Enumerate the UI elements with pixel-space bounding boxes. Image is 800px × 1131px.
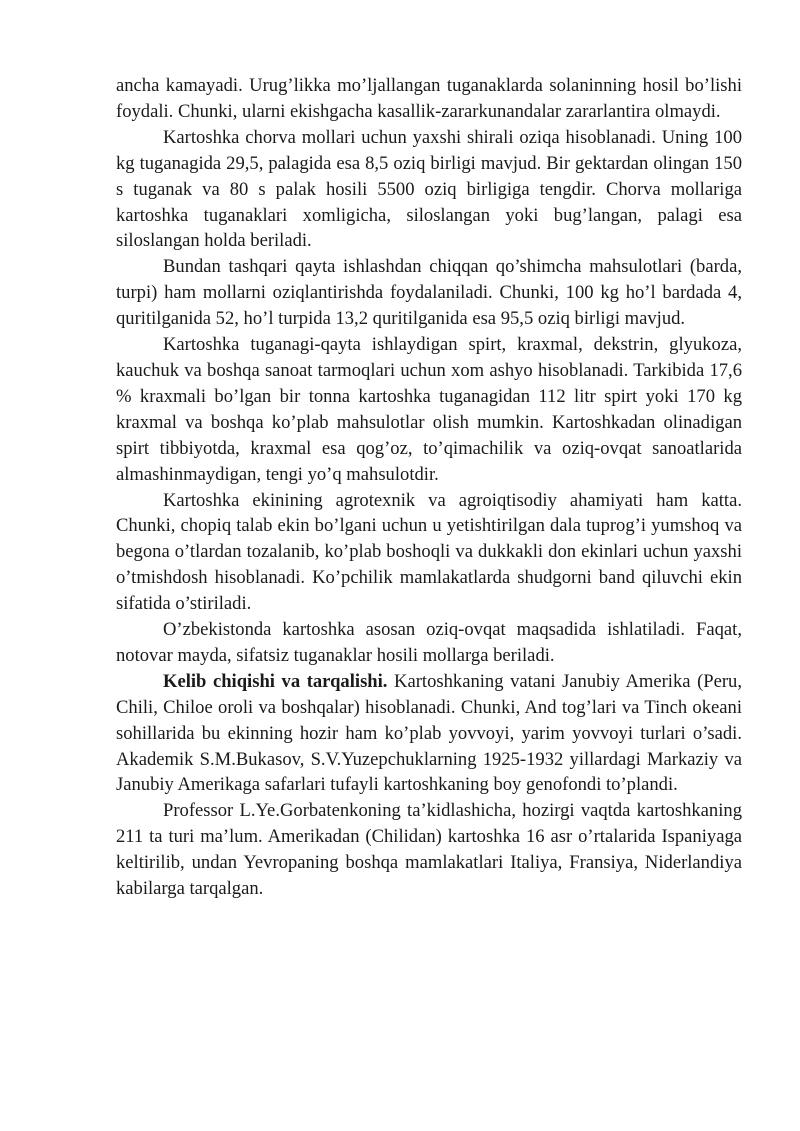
document-page <box>116 73 742 902</box>
paragraph-uzbekistan-use: O’zbekistonda kartoshka asosan oziq-ovqat maqsadida ishlatiladi. Faqat, notovar mayda, sifatsiz tuganaklar hosili mollarga beriladi. <box>116 619 742 666</box>
paragraph-continuation: ancha kamayadi. Urug’likka mo’ljallangan tuganaklarda solaninning hosil bo’lishi foydali. Chunki, ularni ekishgacha kasallik-zararkunandalar zararlantira olmaydi. <box>116 75 742 122</box>
paragraph-agrotechnical-value: Kartoshka ekinining agrotexnik va agroiqtisodiy ahamiyati ham katta. Chunki, chopiq talab ekin bo’lgani uchun u yetishtirilgan dala tuprog’i yumshoq va begona o’tlardan tozalanib, ko’plab boshoqli va dukkakli don ekinlari uchun yaxshi o’tmishdosh hisoblanadi. Ko’pchilik mamlakatlarda shudgorni band qiluvchi ekin sifatida o’stiriladi. <box>116 489 742 615</box>
paragraph-byproducts: Bundan tashqari qayta ishlashdan chiqqan qo’shimcha mahsulotlari (barda, turpi) ham mollarni oziqlantirishda foydalaniladi. Chunki, 100 kg ho’l bardada 4, quritilganida 52, ho’l turpida 13,2 quritilganida esa 95,5 oziq birligi mavjud. <box>116 256 742 330</box>
paragraph-origin <box>116 669 742 799</box>
paragraph-origin-body: Kartoshkaning vatani Janubiy Amerika (Peru, Chili, Chiloe oroli va boshqalar) hisoblanadi. Chunki, And tog’lari va Tinch okeani sohillarida bu ekinning hozir ham ko’plab yovvoyi, yarim yovvoyi turlari o’sadi. Akademik S.M.Bukasov, S.V.Yuzepchuklarning 1925-1932 yillardagi Markaziy va Janubiy Amerikaga safarlari tufayli kartoshkaning boy genofondi to’plandi. <box>116 670 742 796</box>
paragraph-species-spread: Professor L.Ye.Gorbatenkoning ta’kidlashicha, hozirgi vaqtda kartoshkaning 211 ta turi ma’lum. Amerikadan (Chilidan) kartoshka 16 asr o’rtalarida Ispaniyaga keltirilib, undan Yevropaning boshqa mamlakatlari Italiya, Fransiya, Niderlandiya kabilarga tarqalgan. <box>116 800 742 900</box>
section-heading-origin: Kelib chiqishi va tarqalishi. <box>163 670 388 692</box>
paragraph-industrial-use: Kartoshka tuganagi-qayta ishlaydigan spirt, kraxmal, dekstrin, glyukoza, kauchuk va boshqa sanoat tarmoqlari uchun xom ashyo hisoblanadi. Tarkibida 17,6 % kraxmali bo’lgan bir tonna kartoshka tuganagidan 112 litr spirt yoki 170 kg kraxmal va boshqa ko’plab mahsulotlar olish mumkin. Kartoshkadan olinadigan spirt tibbiyotda, kraxmal esa qog’oz, to’qimachilik va oziq-ovqat sanoatlarida almashinmaydigan, tengi yo’q mahsulotdir. <box>116 334 742 485</box>
paragraph-livestock-feed: Kartoshka chorva mollari uchun yaxshi shirali oziqa hisoblanadi. Uning 100 kg tuganagida 29,5, palagida esa 8,5 oziq birligi mavjud. Bir gektardan olingan 150 s tuganak va 80 s palak hosili 5500 oziq birligiga tengdir. Chorva mollariga kartoshka tuganaklari xomligicha, siloslangan yoki bug’langan, palagi esa siloslangan holda beriladi. <box>116 126 742 252</box>
